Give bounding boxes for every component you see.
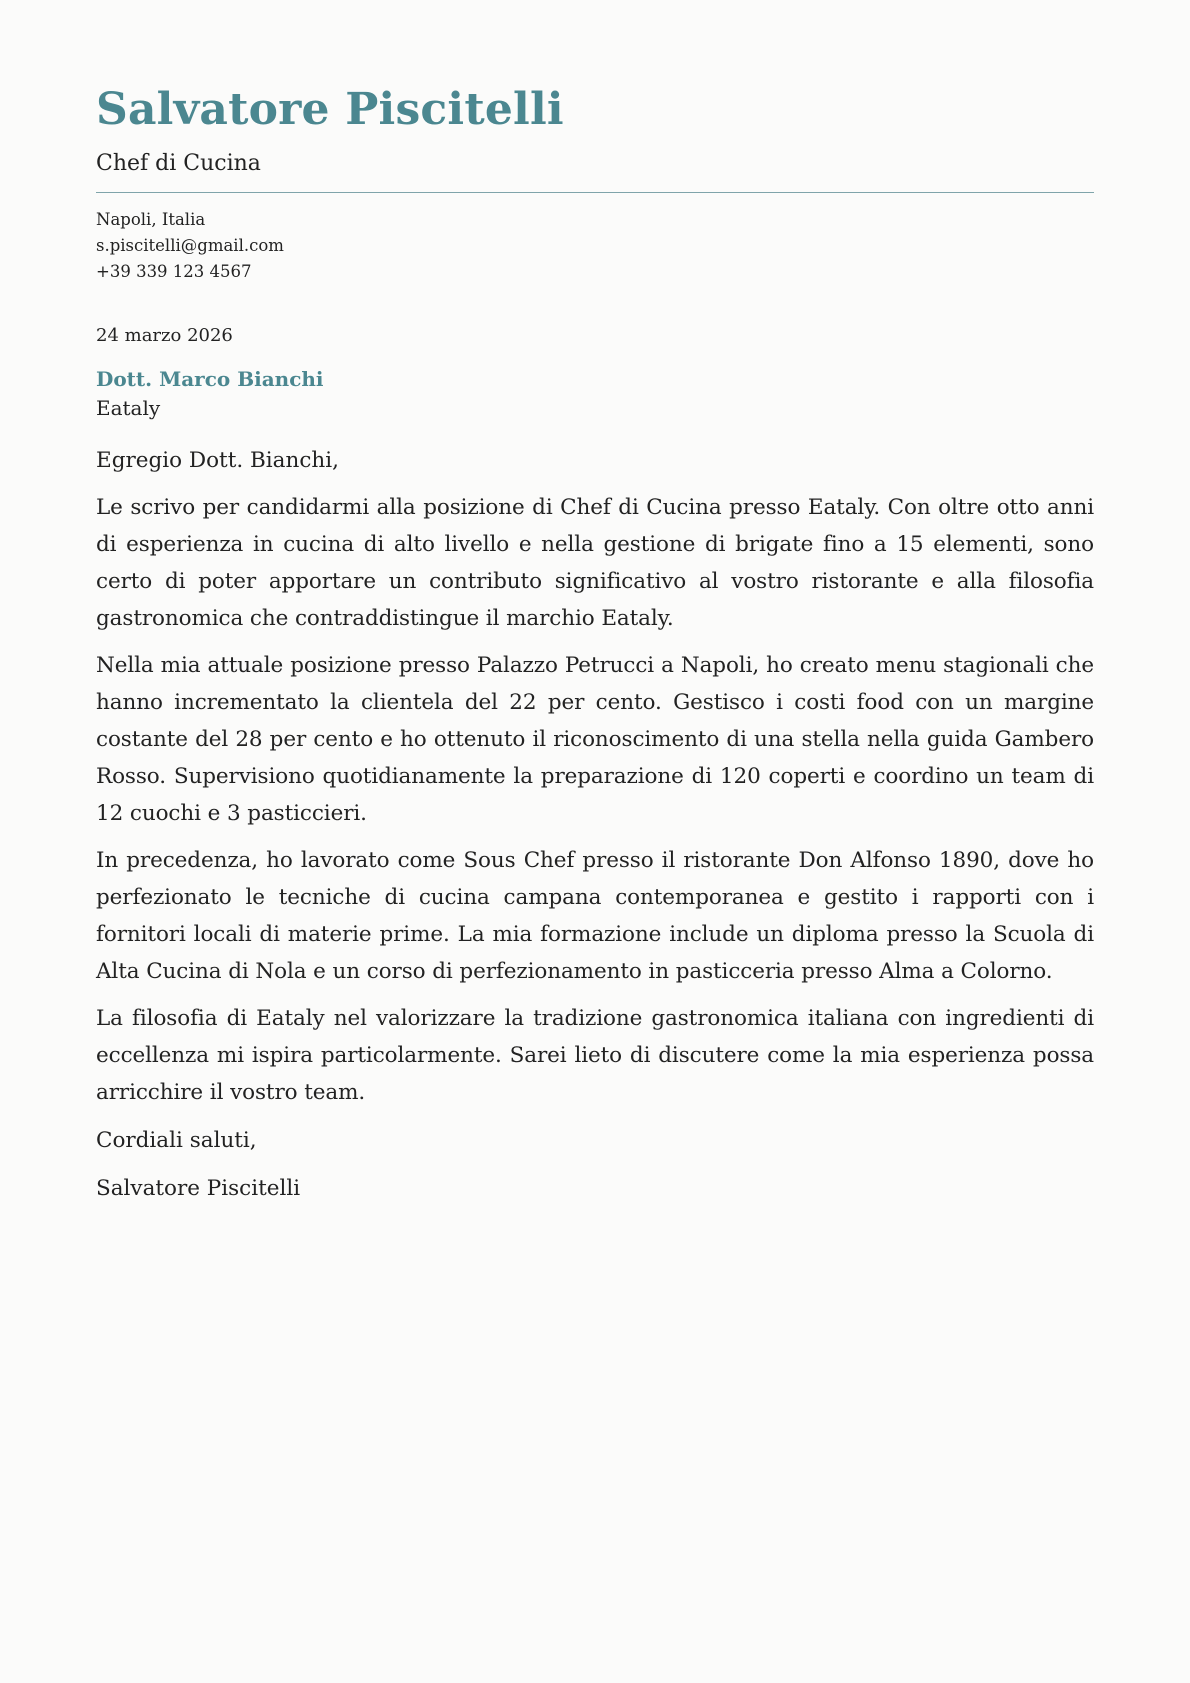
body-paragraph: Le scrivo per candidarmi alla posizione di Chef di Cucina presso Eataly. Con oltre otto anni di esperienza in cucina di alto livello e nella gestione di brigate fino a 15 elementi, sono certo di poter apportare un contributo significativo al vostro ristorante e alla filosofia gastronomica che contraddistingue il marchio Eataly. — [96, 495, 1094, 631]
applicant-role: Chef di Cucina — [96, 151, 261, 176]
contact-phone: +39 339 123 4567 — [96, 262, 252, 281]
contact-email: s.piscitelli@gmail.com — [96, 236, 284, 255]
body-paragraph: La filosofia di Eataly nel valorizzare la tradizione gastronomica italiana con ingredienti di eccellenza mi ispira particolarmente. Sarei lieto di discutere come la mia esperienza possa arricchire il vostro team. — [96, 1006, 1094, 1105]
header-divider — [96, 192, 1094, 193]
contact-block — [96, 207, 1094, 285]
applicant-name: Salvatore Piscitelli — [96, 84, 564, 135]
recipient-company: Eataly — [96, 396, 161, 420]
body-paragraph: In precedenza, ho lavorato come Sous Chef presso il ristorante Don Alfonso 1890, dove ho perfezionato le tecniche di cucina campana contemporanea e gestito i rapporti con i fornitori locali di materie prime. La mia formazione include un diploma presso la Scuola di Alta Cucina di Nola e un corso di perfezionamento in pasticceria presso Alma a Colorno. — [96, 848, 1094, 984]
recipient-name: Dott. Marco Bianchi — [96, 367, 324, 391]
body-paragraph: Nella mia attuale posizione presso Palazzo Petrucci a Napoli, ho creato menu stagionali che hanno incrementato la clientela del 22 per cento. Gestisco i costi food con un margine costante del 28 per cento e ho ottenuto il riconoscimento di una stella nella guida Gambero Rosso. Supervisiono quotidianamente la preparazione di 120 coperti e coordino un team di 12 cuochi e 3 pasticcieri. — [96, 653, 1094, 826]
contact-location: Napoli, Italia — [96, 210, 206, 229]
signature: Salvatore Piscitelli — [96, 1176, 301, 1201]
closing: Cordiali saluti, — [96, 1128, 257, 1153]
salutation: Egregio Dott. Bianchi, — [96, 448, 339, 473]
letter-date: 24 marzo 2026 — [96, 325, 233, 346]
